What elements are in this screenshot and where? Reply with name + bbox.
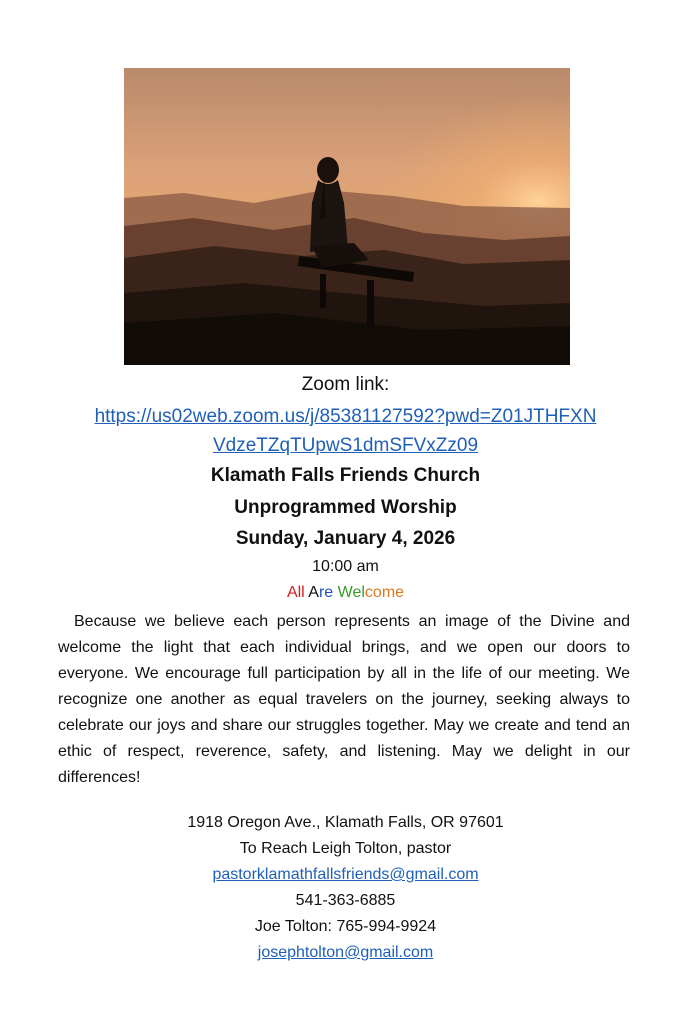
worship-type: Unprogrammed Worship — [234, 497, 457, 518]
welcome-letter: r — [318, 584, 325, 601]
joe-phone: Joe Tolton: 765-994-9924 — [254, 918, 437, 935]
church-name: Klamath Falls Friends Church — [210, 465, 481, 486]
pastor-email-link[interactable]: pastorklamathfallsfriends@gmail.com — [212, 866, 479, 883]
zoom-url-line-2[interactable]: VdzeTZqTUpwS1dmSFVxZz09 — [212, 435, 479, 456]
zoom-url-line-1[interactable]: https://us02web.zoom.us/j/85381127592?pwd=Z01JTHFXN — [94, 406, 597, 427]
welcome-letter: m — [381, 584, 396, 601]
zoom-link-label: Zoom link: — [301, 374, 390, 395]
address: 1918 Oregon Ave., Klamath Falls, OR 97601 — [187, 814, 504, 831]
welcome-letter: o — [372, 584, 382, 601]
event-date: Sunday, January 4, 2026 — [235, 528, 456, 549]
welcome-letter: A — [308, 584, 319, 601]
welcome-letter: l — [361, 584, 365, 601]
all-are-welcome — [0, 583, 691, 603]
welcome-letter: e — [395, 584, 405, 601]
pastor-email[interactable] — [0, 865, 691, 885]
joe-email[interactable] — [0, 943, 691, 963]
pastor-contact-line: To Reach Leigh Tolton, pastor — [239, 840, 452, 857]
event-time: 10:00 am — [312, 558, 379, 575]
welcome-letter: W — [337, 584, 353, 601]
welcome-statement: Because we believe each person represents an image of the Divine and welcome the light that each individual brings, and we open our doors to everyone. We encourage full participation by all in the life of our meeting. We recognize one another as equal travelers on the journey, seeking always to celebrate our joys and share our struggles together. May we create and tend an ethic of respect, reverence, safety, and listening. May we delight in our differences! — [58, 613, 630, 786]
welcome-letter: e — [352, 584, 362, 601]
welcome-word-all: All — [286, 584, 305, 601]
sunset-photo — [124, 68, 570, 365]
welcome-letter: c — [364, 584, 373, 601]
pastor-phone: 541-363-6885 — [295, 892, 396, 909]
joe-email-link[interactable]: josephtolton@gmail.com — [257, 944, 434, 961]
zoom-link[interactable] — [30, 402, 661, 460]
welcome-letter: e — [324, 584, 334, 601]
